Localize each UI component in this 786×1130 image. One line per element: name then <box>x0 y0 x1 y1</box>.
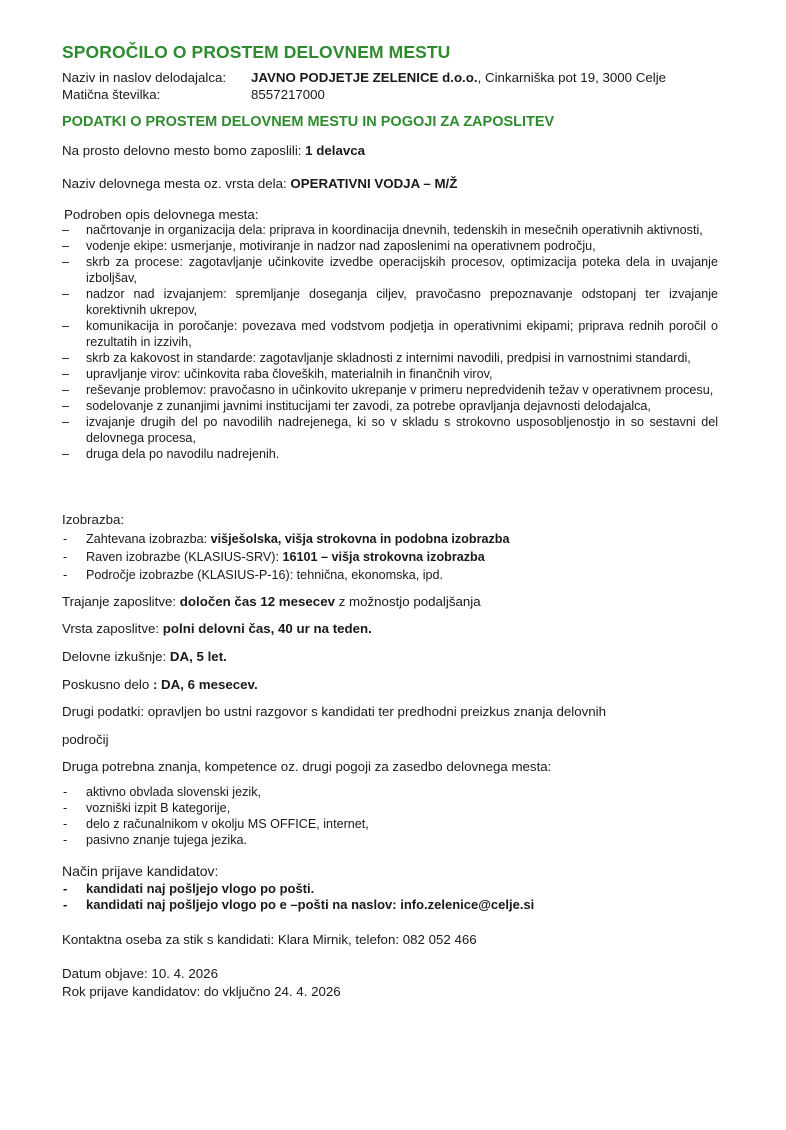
list-item: – komunikacija in poročanje: povezava med vodstvom podjetja in operativnimi ekipami; priprava rednih poročil o rezultatih in izzivih, <box>62 318 718 350</box>
list-item: - vozniški izpit B kategorije, <box>62 800 718 816</box>
probation-label: Poskusno delo <box>62 677 153 692</box>
probation-value: : DA, 6 mesecev. <box>152 677 258 692</box>
list-item: - pasivno znanje tujega jezika. <box>62 832 718 848</box>
description-heading: Podroben opis delovnega mesta: <box>64 207 259 222</box>
other-info-line2: področij <box>62 732 109 747</box>
list-item <box>62 548 718 566</box>
list-item: – skrb za kakovost in standarde: zagotavljanje skladnosti z internimi navodili, predpisi in varnostnimi standardi, <box>62 350 718 366</box>
list-item: – reševanje problemov: pravočasno in učinkovito ukrepanje v primeru nepredvidenih težav v operativnem procesu, <box>62 382 718 398</box>
probation-line <box>62 677 258 693</box>
list-item: - kandidati naj pošljejo vlogo po pošti. <box>62 881 718 897</box>
duration-value: določen čas 12 mesecev <box>179 594 335 609</box>
registration-label: Matična številka: <box>62 87 161 102</box>
position-value: OPERATIVNI VODJA – M/Ž <box>290 176 458 191</box>
education-value: višješolska, višja strokovna in podobna izobrazba <box>210 532 510 546</box>
list-item: – upravljanje virov: učinkovita raba človeških, materialnih in finančnih virov, <box>62 366 718 382</box>
list-item <box>62 566 718 584</box>
list-item: - delo z računalnikom v okolju MS OFFICE, internet, <box>62 816 718 832</box>
employer-label: Naziv in naslov delodajalca: <box>62 70 227 85</box>
document-title: SPOROČILO O PROSTEM DELOVNEM MESTU <box>62 42 451 62</box>
education-list <box>62 530 718 584</box>
duration-label: Trajanje zaposlitve: <box>62 594 180 609</box>
experience-value: DA, 5 let. <box>169 649 227 664</box>
type-label: Vrsta zaposlitve: <box>62 621 163 636</box>
hiring-value: 1 delavca <box>305 143 366 158</box>
application-deadline: Rok prijave kandidatov: do vključno 24. 4. 2026 <box>62 984 341 999</box>
contact-line: Kontaktna oseba za stik s kandidati: Klara Mirnik, telefon: 082 052 466 <box>62 932 477 947</box>
description-list <box>62 222 718 462</box>
position-line <box>62 176 457 192</box>
apply-list <box>62 881 718 913</box>
type-line <box>62 621 372 637</box>
list-item: - kandidati naj pošljejo vlogo po e –pošti na naslov: info.zelenice@celje.si <box>62 897 718 913</box>
list-item: – načrtovanje in organizacija dela: priprava in koordinacija dnevnih, tedenskih in mesečnih operativnih aktivnosti, <box>62 222 718 238</box>
education-label: Zahtevana izobrazba: <box>86 532 211 546</box>
experience-line <box>62 649 227 665</box>
list-item: – nadzor nad izvajanjem: spremljanje doseganja ciljev, pravočasno prepoznavanje odstopanj ter izvajanje korektivnih ukrepov, <box>62 286 718 318</box>
list-item: – vodenje ekipe: usmerjanje, motiviranje in nadzor nad zaposlenimi na operativnem področju, <box>62 238 718 254</box>
skills-heading: Druga potrebna znanja, kompetence oz. drugi pogoji za zasedbo delovnega mesta: <box>62 759 552 774</box>
other-info-line1: Drugi podatki: opravljen bo ustni razgovor s kandidati ter predhodni preizkus znanja delovnih <box>62 704 607 719</box>
section-title: PODATKI O PROSTEM DELOVNEM MESTU IN POGOJI ZA ZAPOSLITEV <box>62 114 555 130</box>
list-item <box>62 530 718 548</box>
education-label: Področje izobrazbe (KLASIUS-P-16): tehnična, ekonomska, ipd. <box>86 568 444 582</box>
education-label: Raven izobrazbe (KLASIUS-SRV): <box>86 550 283 564</box>
list-item: – sodelovanje z zunanjimi javnimi institucijami ter zavodi, za potrebe opravljanja dejavnosti delodajalca, <box>62 398 718 414</box>
employer-address: , Cinkarniška pot 19, 3000 Celje <box>477 70 667 85</box>
list-item: – skrb za procese: zagotavljanje učinkovite izvedbe operacijskih procesov, optimizacija poteka dela in uvajanje izboljšav, <box>62 254 718 286</box>
type-value: polni delovni čas, 40 ur na teden. <box>162 621 372 636</box>
published-date: Datum objave: 10. 4. 2026 <box>62 966 218 981</box>
employer-line <box>251 70 666 86</box>
skills-list <box>62 784 718 848</box>
employer-name: JAVNO PODJETJE ZELENICE d.o.o. <box>251 70 478 85</box>
hiring-line <box>62 143 365 159</box>
education-value: 16101 – višja strokovna izobrazba <box>282 550 485 564</box>
registration-number: 8557217000 <box>251 87 325 102</box>
duration-line <box>62 594 481 610</box>
list-item: – izvajanje drugih del po navodilih nadrejenega, ki so v skladu s strokovno usposobljenostjo in so sestavni del delovnega procesa, <box>62 414 718 446</box>
experience-label: Delovne izkušnje: <box>62 649 170 664</box>
duration-suffix: z možnostjo podaljšanja <box>335 594 481 609</box>
list-item: - aktivno obvlada slovenski jezik, <box>62 784 718 800</box>
education-heading: Izobrazba: <box>62 512 125 527</box>
position-label: Naziv delovnega mesta oz. vrsta dela: <box>62 176 291 191</box>
list-item: – druga dela po navodilu nadrejenih. <box>62 446 718 462</box>
hiring-label: Na prosto delovno mesto bomo zaposlili: <box>62 143 306 158</box>
apply-heading: Način prijave kandidatov: <box>62 863 219 879</box>
